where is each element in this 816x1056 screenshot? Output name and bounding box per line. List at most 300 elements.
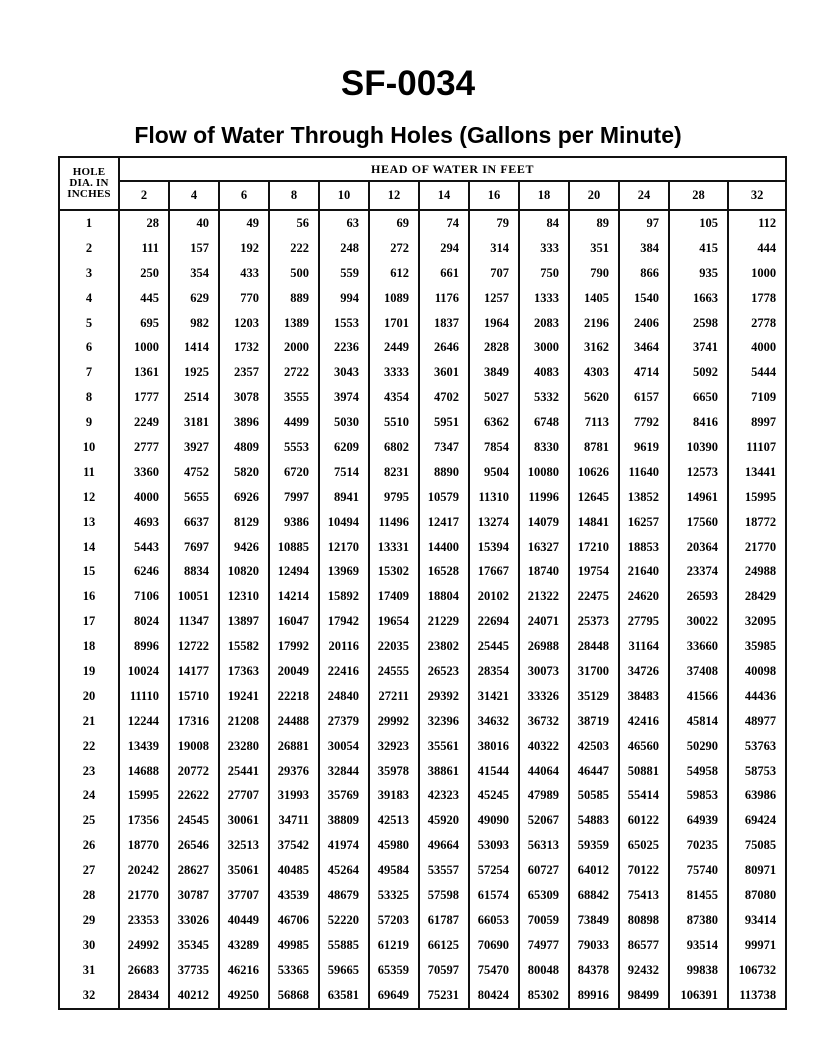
flow-value-cell: 29392 — [419, 684, 469, 709]
flow-value-cell: 69649 — [369, 983, 419, 1009]
flow-value-cell: 11110 — [119, 684, 169, 709]
hole-diameter-cell: 4 — [59, 286, 119, 311]
flow-value-cell: 30787 — [169, 883, 219, 908]
flow-value-cell: 20242 — [119, 858, 169, 883]
flow-value-cell: 10390 — [669, 435, 728, 460]
flow-value-cell: 8781 — [569, 435, 619, 460]
column-header-head-16ft: 16 — [469, 181, 519, 210]
flow-value-cell: 9504 — [469, 460, 519, 485]
flow-value-cell: 35561 — [419, 734, 469, 759]
flow-value-cell: 81455 — [669, 883, 728, 908]
table-row — [59, 783, 786, 808]
flow-value-cell: 59665 — [319, 958, 369, 983]
flow-table — [58, 156, 787, 1010]
hole-diameter-cell: 25 — [59, 808, 119, 833]
table-row — [59, 385, 786, 410]
flow-value-cell: 45264 — [319, 858, 369, 883]
flow-value-cell: 13969 — [319, 559, 369, 584]
flow-value-cell: 23802 — [419, 634, 469, 659]
flow-value-cell: 18772 — [728, 510, 786, 535]
flow-value-cell: 27707 — [219, 783, 269, 808]
flow-value-cell: 42503 — [569, 734, 619, 759]
flow-table-container — [58, 156, 777, 1010]
flow-value-cell: 39183 — [369, 783, 419, 808]
flow-value-cell: 10494 — [319, 510, 369, 535]
table-row — [59, 709, 786, 734]
flow-value-cell: 97 — [619, 210, 669, 236]
flow-value-cell: 20772 — [169, 759, 219, 784]
flow-value-cell: 37408 — [669, 659, 728, 684]
table-row — [59, 410, 786, 435]
flow-value-cell: 21208 — [219, 709, 269, 734]
flow-value-cell: 351 — [569, 236, 619, 261]
flow-value-cell: 75470 — [469, 958, 519, 983]
flow-value-cell: 22416 — [319, 659, 369, 684]
flow-value-cell: 45980 — [369, 833, 419, 858]
flow-value-cell: 1000 — [728, 261, 786, 286]
flow-value-cell: 272 — [369, 236, 419, 261]
flow-value-cell: 30061 — [219, 808, 269, 833]
flow-value-cell: 30073 — [519, 659, 569, 684]
table-row — [59, 435, 786, 460]
flow-value-cell: 35345 — [169, 933, 219, 958]
flow-value-cell: 6209 — [319, 435, 369, 460]
flow-value-cell: 3601 — [419, 360, 469, 385]
flow-value-cell: 57598 — [419, 883, 469, 908]
flow-value-cell: 1663 — [669, 286, 728, 311]
flow-value-cell: 1778 — [728, 286, 786, 311]
flow-value-cell: 41544 — [469, 759, 519, 784]
flow-value-cell: 38483 — [619, 684, 669, 709]
flow-value-cell: 49985 — [269, 933, 319, 958]
flow-value-cell: 26683 — [119, 958, 169, 983]
flow-value-cell: 18740 — [519, 559, 569, 584]
flow-value-cell: 4499 — [269, 410, 319, 435]
flow-value-cell: 15394 — [469, 535, 519, 560]
flow-value-cell: 40485 — [269, 858, 319, 883]
table-row — [59, 833, 786, 858]
flow-value-cell: 5092 — [669, 360, 728, 385]
flow-value-cell: 21770 — [119, 883, 169, 908]
flow-value-cell: 2598 — [669, 311, 728, 336]
flow-value-cell: 48679 — [319, 883, 369, 908]
flow-value-cell: 17992 — [269, 634, 319, 659]
flow-value-cell: 75413 — [619, 883, 669, 908]
flow-value-cell: 6748 — [519, 410, 569, 435]
flow-value-cell: 27379 — [319, 709, 369, 734]
flow-value-cell: 80971 — [728, 858, 786, 883]
hole-diameter-cell: 29 — [59, 908, 119, 933]
flow-value-cell: 866 — [619, 261, 669, 286]
column-header-row — [59, 181, 786, 210]
flow-value-cell: 6362 — [469, 410, 519, 435]
flow-value-cell: 54883 — [569, 808, 619, 833]
flow-value-cell: 12310 — [219, 584, 269, 609]
flow-value-cell: 35061 — [219, 858, 269, 883]
flow-value-cell: 7514 — [319, 460, 369, 485]
flow-value-cell: 5510 — [369, 410, 419, 435]
flow-value-cell: 14079 — [519, 510, 569, 535]
flow-value-cell: 6720 — [269, 460, 319, 485]
flow-value-cell: 40212 — [169, 983, 219, 1009]
flow-value-cell: 45814 — [669, 709, 728, 734]
table-row — [59, 335, 786, 360]
flow-value-cell: 22694 — [469, 609, 519, 634]
flow-value-cell: 3927 — [169, 435, 219, 460]
flow-value-cell: 24988 — [728, 559, 786, 584]
flow-value-cell: 5030 — [319, 410, 369, 435]
hole-diameter-cell: 12 — [59, 485, 119, 510]
row-header-hole-diameter — [59, 157, 119, 210]
flow-value-cell: 1732 — [219, 335, 269, 360]
flow-value-cell: 75085 — [728, 833, 786, 858]
hole-diameter-cell: 27 — [59, 858, 119, 883]
table-row — [59, 261, 786, 286]
flow-value-cell: 15582 — [219, 634, 269, 659]
flow-value-cell: 49090 — [469, 808, 519, 833]
flow-value-cell: 24545 — [169, 808, 219, 833]
flow-value-cell: 7792 — [619, 410, 669, 435]
flow-value-cell: 2000 — [269, 335, 319, 360]
flow-value-cell: 56 — [269, 210, 319, 236]
table-row — [59, 210, 786, 236]
flow-value-cell: 2722 — [269, 360, 319, 385]
table-row — [59, 311, 786, 336]
flow-value-cell: 192 — [219, 236, 269, 261]
document-id: SF-0034 — [340, 64, 476, 103]
table-row — [59, 286, 786, 311]
flow-value-cell: 15892 — [319, 584, 369, 609]
hole-diameter-cell: 3 — [59, 261, 119, 286]
flow-value-cell: 12417 — [419, 510, 469, 535]
flow-value-cell: 9795 — [369, 485, 419, 510]
flow-value-cell: 12722 — [169, 634, 219, 659]
flow-value-cell: 695 — [119, 311, 169, 336]
flow-value-cell: 444 — [728, 236, 786, 261]
table-row — [59, 759, 786, 784]
flow-value-cell: 32396 — [419, 709, 469, 734]
flow-value-cell: 1405 — [569, 286, 619, 311]
flow-value-cell: 3555 — [269, 385, 319, 410]
flow-value-cell: 33660 — [669, 634, 728, 659]
flow-value-cell: 14688 — [119, 759, 169, 784]
flow-value-cell: 17363 — [219, 659, 269, 684]
column-header-head-8ft: 8 — [269, 181, 319, 210]
flow-value-cell: 2514 — [169, 385, 219, 410]
flow-value-cell: 73849 — [569, 908, 619, 933]
flow-value-cell: 1361 — [119, 360, 169, 385]
flow-value-cell: 18804 — [419, 584, 469, 609]
flow-value-cell: 58753 — [728, 759, 786, 784]
flow-value-cell: 2249 — [119, 410, 169, 435]
table-row — [59, 684, 786, 709]
flow-value-cell: 23374 — [669, 559, 728, 584]
flow-value-cell: 57254 — [469, 858, 519, 883]
flow-value-cell: 10080 — [519, 460, 569, 485]
flow-value-cell: 33326 — [519, 684, 569, 709]
flow-value-cell: 3360 — [119, 460, 169, 485]
hole-diameter-cell: 2 — [59, 236, 119, 261]
flow-value-cell: 70235 — [669, 833, 728, 858]
flow-value-cell: 92432 — [619, 958, 669, 983]
flow-value-cell: 106391 — [669, 983, 728, 1009]
flow-value-cell: 13852 — [619, 485, 669, 510]
flow-value-cell: 2196 — [569, 311, 619, 336]
flow-value-cell: 24840 — [319, 684, 369, 709]
flow-value-cell: 17210 — [569, 535, 619, 560]
flow-value-cell: 11107 — [728, 435, 786, 460]
flow-value-cell: 15995 — [728, 485, 786, 510]
flow-value-cell: 19241 — [219, 684, 269, 709]
flow-value-cell: 20049 — [269, 659, 319, 684]
flow-value-cell: 28 — [119, 210, 169, 236]
flow-value-cell: 384 — [619, 236, 669, 261]
hole-diameter-cell: 6 — [59, 335, 119, 360]
flow-value-cell: 40449 — [219, 908, 269, 933]
table-row — [59, 510, 786, 535]
flow-value-cell: 25373 — [569, 609, 619, 634]
flow-value-cell: 8941 — [319, 485, 369, 510]
flow-value-cell: 68842 — [569, 883, 619, 908]
flow-value-cell: 44064 — [519, 759, 569, 784]
flow-value-cell: 98499 — [619, 983, 669, 1009]
flow-value-cell: 49584 — [369, 858, 419, 883]
flow-value-cell: 5027 — [469, 385, 519, 410]
flow-value-cell: 84378 — [569, 958, 619, 983]
flow-value-cell: 34632 — [469, 709, 519, 734]
column-header-head-18ft: 18 — [519, 181, 569, 210]
flow-value-cell: 5951 — [419, 410, 469, 435]
flow-value-cell: 34711 — [269, 808, 319, 833]
flow-value-cell: 70690 — [469, 933, 519, 958]
table-row — [59, 983, 786, 1009]
flow-value-cell: 66053 — [469, 908, 519, 933]
flow-value-cell: 13441 — [728, 460, 786, 485]
column-header-head-6ft: 6 — [219, 181, 269, 210]
flow-value-cell: 7997 — [269, 485, 319, 510]
flow-value-cell: 1257 — [469, 286, 519, 311]
flow-value-cell: 11640 — [619, 460, 669, 485]
flow-value-cell: 10051 — [169, 584, 219, 609]
flow-value-cell: 105 — [669, 210, 728, 236]
flow-value-cell: 7854 — [469, 435, 519, 460]
flow-value-cell: 4714 — [619, 360, 669, 385]
flow-value-cell: 79033 — [569, 933, 619, 958]
flow-value-cell: 93514 — [669, 933, 728, 958]
flow-value-cell: 12244 — [119, 709, 169, 734]
table-row — [59, 634, 786, 659]
flow-value-cell: 2083 — [519, 311, 569, 336]
flow-value-cell: 26523 — [419, 659, 469, 684]
flow-value-cell: 24071 — [519, 609, 569, 634]
flow-value-cell: 53365 — [269, 958, 319, 983]
flow-value-cell: 13439 — [119, 734, 169, 759]
flow-value-cell: 19008 — [169, 734, 219, 759]
flow-value-cell: 15302 — [369, 559, 419, 584]
flow-value-cell: 32095 — [728, 609, 786, 634]
table-row — [59, 808, 786, 833]
flow-value-cell: 3162 — [569, 335, 619, 360]
flow-value-cell: 60122 — [619, 808, 669, 833]
flow-value-cell: 7106 — [119, 584, 169, 609]
flow-value-cell: 314 — [469, 236, 519, 261]
flow-value-cell: 8330 — [519, 435, 569, 460]
flow-value-cell: 4354 — [369, 385, 419, 410]
group-header-head-of-water: HEAD OF WATER IN FEET — [119, 157, 786, 181]
hole-diameter-cell: 24 — [59, 783, 119, 808]
flow-value-cell: 3974 — [319, 385, 369, 410]
flow-value-cell: 3464 — [619, 335, 669, 360]
flow-value-cell: 11347 — [169, 609, 219, 634]
table-row — [59, 609, 786, 634]
hole-diameter-cell: 9 — [59, 410, 119, 435]
flow-value-cell: 222 — [269, 236, 319, 261]
flow-value-cell: 889 — [269, 286, 319, 311]
flow-value-cell: 30054 — [319, 734, 369, 759]
flow-value-cell: 24488 — [269, 709, 319, 734]
flow-value-cell: 89916 — [569, 983, 619, 1009]
column-header-head-20ft: 20 — [569, 181, 619, 210]
flow-value-cell: 35769 — [319, 783, 369, 808]
flow-value-cell: 2778 — [728, 311, 786, 336]
flow-value-cell: 35129 — [569, 684, 619, 709]
flow-value-cell: 982 — [169, 311, 219, 336]
flow-value-cell: 12645 — [569, 485, 619, 510]
flow-value-cell: 4702 — [419, 385, 469, 410]
flow-value-cell: 5820 — [219, 460, 269, 485]
flow-value-cell: 46560 — [619, 734, 669, 759]
flow-value-cell: 32844 — [319, 759, 369, 784]
column-header-head-12ft: 12 — [369, 181, 419, 210]
flow-value-cell: 47989 — [519, 783, 569, 808]
flow-value-cell: 17356 — [119, 808, 169, 833]
table-row — [59, 559, 786, 584]
flow-value-cell: 8416 — [669, 410, 728, 435]
flow-value-cell: 87080 — [728, 883, 786, 908]
hole-diameter-cell: 13 — [59, 510, 119, 535]
flow-value-cell: 17316 — [169, 709, 219, 734]
table-row — [59, 535, 786, 560]
flow-value-cell: 50290 — [669, 734, 728, 759]
flow-value-cell: 48977 — [728, 709, 786, 734]
flow-value-cell: 15710 — [169, 684, 219, 709]
flow-value-cell: 21640 — [619, 559, 669, 584]
flow-value-cell: 55885 — [319, 933, 369, 958]
flow-value-cell: 1553 — [319, 311, 369, 336]
flow-value-cell: 59359 — [569, 833, 619, 858]
flow-value-cell: 32513 — [219, 833, 269, 858]
flow-value-cell: 49 — [219, 210, 269, 236]
flow-value-cell: 35985 — [728, 634, 786, 659]
hole-diameter-cell: 23 — [59, 759, 119, 784]
table-row — [59, 734, 786, 759]
flow-value-cell: 50585 — [569, 783, 619, 808]
hole-diameter-cell: 28 — [59, 883, 119, 908]
flow-value-cell: 415 — [669, 236, 728, 261]
table-row — [59, 360, 786, 385]
flow-value-cell: 1540 — [619, 286, 669, 311]
flow-value-cell: 1333 — [519, 286, 569, 311]
flow-value-cell: 65309 — [519, 883, 569, 908]
flow-value-cell: 55414 — [619, 783, 669, 808]
flow-value-cell: 41974 — [319, 833, 369, 858]
hole-diameter-cell: 10 — [59, 435, 119, 460]
flow-value-cell: 20102 — [469, 584, 519, 609]
flow-value-cell: 1777 — [119, 385, 169, 410]
flow-value-cell: 22475 — [569, 584, 619, 609]
hole-diameter-cell: 22 — [59, 734, 119, 759]
flow-value-cell: 42416 — [619, 709, 669, 734]
flow-value-cell: 1964 — [469, 311, 519, 336]
flow-value-cell: 6637 — [169, 510, 219, 535]
flow-value-cell: 5620 — [569, 385, 619, 410]
flow-value-cell: 20364 — [669, 535, 728, 560]
flow-value-cell: 5553 — [269, 435, 319, 460]
flow-value-cell: 27795 — [619, 609, 669, 634]
flow-value-cell: 3000 — [519, 335, 569, 360]
flow-value-cell: 8231 — [369, 460, 419, 485]
flow-value-cell: 9386 — [269, 510, 319, 535]
flow-value-cell: 20116 — [319, 634, 369, 659]
flow-value-cell: 45920 — [419, 808, 469, 833]
flow-value-cell: 994 — [319, 286, 369, 311]
flow-value-cell: 29992 — [369, 709, 419, 734]
flow-value-cell: 38809 — [319, 808, 369, 833]
flow-value-cell: 2777 — [119, 435, 169, 460]
flow-value-cell: 14400 — [419, 535, 469, 560]
hole-diameter-cell: 32 — [59, 983, 119, 1009]
flow-value-cell: 40 — [169, 210, 219, 236]
document-title: Flow of Water Through Holes (Gallons per Minute) — [134, 122, 682, 148]
table-row — [59, 485, 786, 510]
flow-value-cell: 294 — [419, 236, 469, 261]
flow-value-cell: 53763 — [728, 734, 786, 759]
flow-value-cell: 64939 — [669, 808, 728, 833]
flow-value-cell: 31421 — [469, 684, 519, 709]
flow-value-cell: 32923 — [369, 734, 419, 759]
flow-value-cell: 25441 — [219, 759, 269, 784]
flow-value-cell: 66125 — [419, 933, 469, 958]
flow-value-cell: 629 — [169, 286, 219, 311]
flow-value-cell: 59853 — [669, 783, 728, 808]
flow-value-cell: 10579 — [419, 485, 469, 510]
hole-diameter-cell: 26 — [59, 833, 119, 858]
flow-value-cell: 433 — [219, 261, 269, 286]
flow-value-cell: 18770 — [119, 833, 169, 858]
flow-value-cell: 28627 — [169, 858, 219, 883]
column-header-head-32ft: 32 — [728, 181, 786, 210]
flow-value-cell: 5332 — [519, 385, 569, 410]
table-row — [59, 584, 786, 609]
flow-value-cell: 559 — [319, 261, 369, 286]
flow-value-cell: 6157 — [619, 385, 669, 410]
flow-value-cell: 6926 — [219, 485, 269, 510]
flow-value-cell: 21322 — [519, 584, 569, 609]
flow-value-cell: 40322 — [519, 734, 569, 759]
flow-value-cell: 50881 — [619, 759, 669, 784]
flow-value-cell: 25445 — [469, 634, 519, 659]
flow-value-cell: 8996 — [119, 634, 169, 659]
flow-value-cell: 99838 — [669, 958, 728, 983]
flow-value-cell: 60727 — [519, 858, 569, 883]
flow-value-cell: 19654 — [369, 609, 419, 634]
flow-value-cell: 46447 — [569, 759, 619, 784]
flow-value-cell: 19754 — [569, 559, 619, 584]
column-header-head-4ft: 4 — [169, 181, 219, 210]
flow-value-cell: 85302 — [519, 983, 569, 1009]
flow-value-cell: 70597 — [419, 958, 469, 983]
flow-value-cell: 30022 — [669, 609, 728, 634]
